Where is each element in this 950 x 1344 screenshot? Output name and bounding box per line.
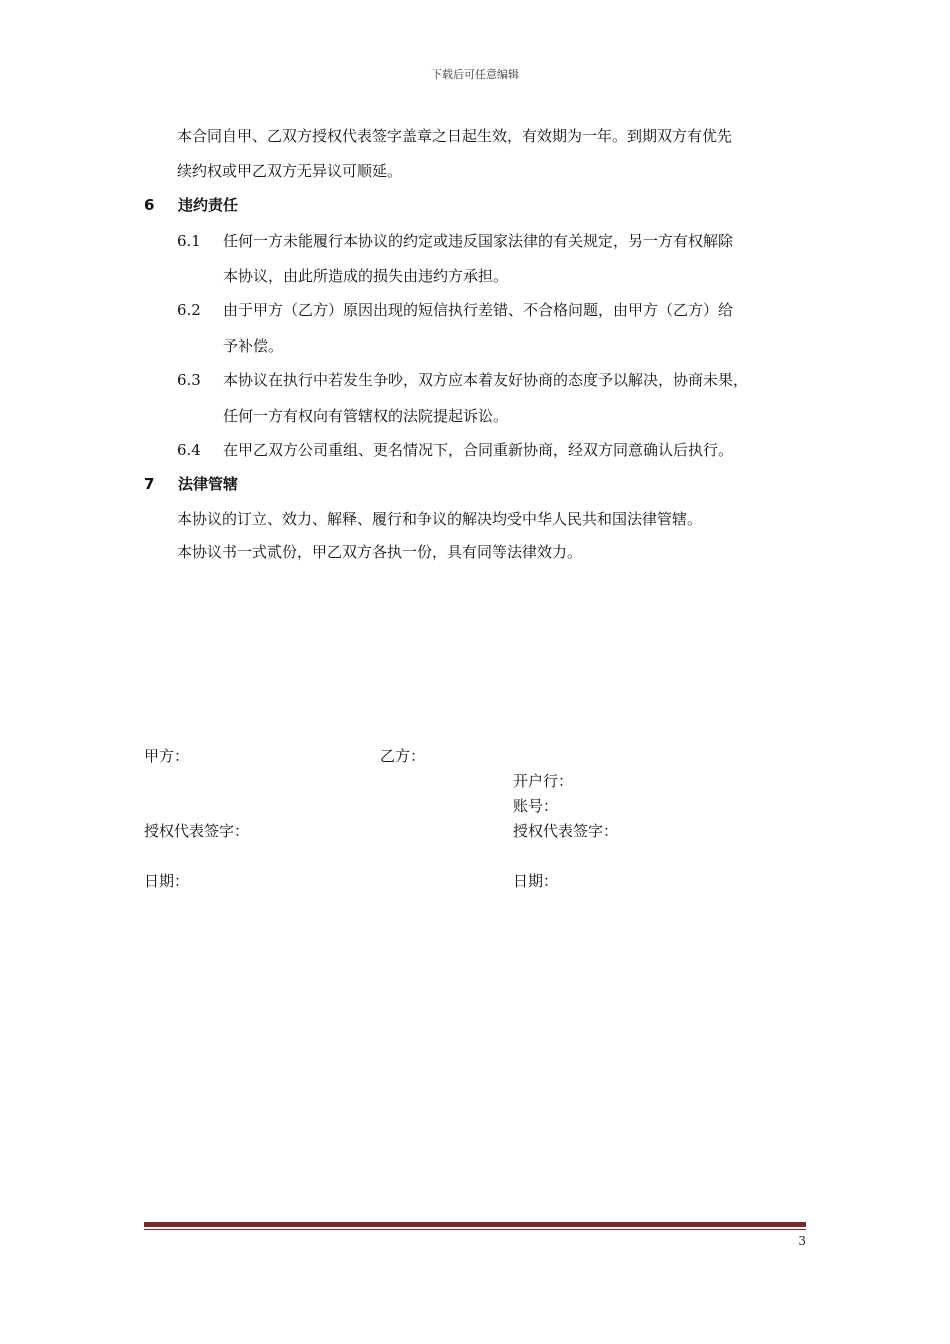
footer-rule bbox=[144, 1222, 806, 1227]
account-label: 账号： bbox=[513, 797, 559, 815]
party-a-signature-label: 授权代表签字： bbox=[144, 822, 250, 840]
law-line-2: 本协议书一式贰份，甲乙双方各执一份，具有同等法律效力。 bbox=[177, 543, 583, 561]
clause-number: 6.2 bbox=[177, 301, 201, 319]
party-a-label: 甲方： bbox=[144, 747, 190, 765]
section-number: 7 bbox=[144, 475, 155, 493]
section-number: 6 bbox=[144, 196, 155, 214]
clause-number: 6.3 bbox=[177, 371, 201, 389]
law-line-1: 本协议的订立、效力、解释、履行和争议的解决均受中华人民共和国法律管辖。 bbox=[177, 510, 703, 528]
clause-text: 本协议在执行中若发生争吵，双方应本着友好协商的态度予以解决，协商未果， bbox=[223, 371, 749, 389]
footer-rule-thin bbox=[144, 1229, 806, 1230]
party-a-date-label: 日期： bbox=[144, 872, 190, 890]
intro-line-2: 续约权或甲乙双方无异议可顺延。 bbox=[177, 162, 403, 180]
party-b-signature-label: 授权代表签字： bbox=[513, 822, 619, 840]
bank-label: 开户行： bbox=[513, 772, 574, 790]
party-b-label: 乙方： bbox=[380, 747, 426, 765]
section-title: 违约责任 bbox=[178, 196, 239, 214]
intro-line-1: 本合同自甲、乙双方授权代表签字盖章之日起生效，有效期为一年。到期双方有优先 bbox=[177, 127, 733, 145]
party-b-date-label: 日期： bbox=[513, 872, 559, 890]
clause-number: 6.4 bbox=[177, 441, 201, 459]
section-title: 法律管辖 bbox=[178, 475, 239, 493]
clause-text: 任何一方未能履行本协议的约定或违反国家法律的有关规定，另一方有权解除 bbox=[223, 232, 734, 250]
section-heading-7 bbox=[144, 474, 238, 494]
clause-text: 在甲乙双方公司重组、更名情况下，合同重新协商，经双方同意确认后执行。 bbox=[223, 441, 734, 459]
clause-number: 6.1 bbox=[177, 232, 201, 250]
clause-text-continued: 任何一方有权向有管辖权的法院提起诉讼。 bbox=[223, 407, 509, 425]
page-header: 下载后可任意编辑 bbox=[431, 68, 519, 81]
clause-text: 由于甲方（乙方）原因出现的短信执行差错、不合格问题，由甲方（乙方）给 bbox=[223, 301, 734, 319]
clause-text-continued: 本协议，由此所造成的损失由违约方承担。 bbox=[223, 267, 509, 285]
page-number: 3 bbox=[798, 1234, 806, 1248]
clause-text-continued: 予补偿。 bbox=[223, 337, 284, 355]
section-heading-6 bbox=[144, 195, 238, 215]
